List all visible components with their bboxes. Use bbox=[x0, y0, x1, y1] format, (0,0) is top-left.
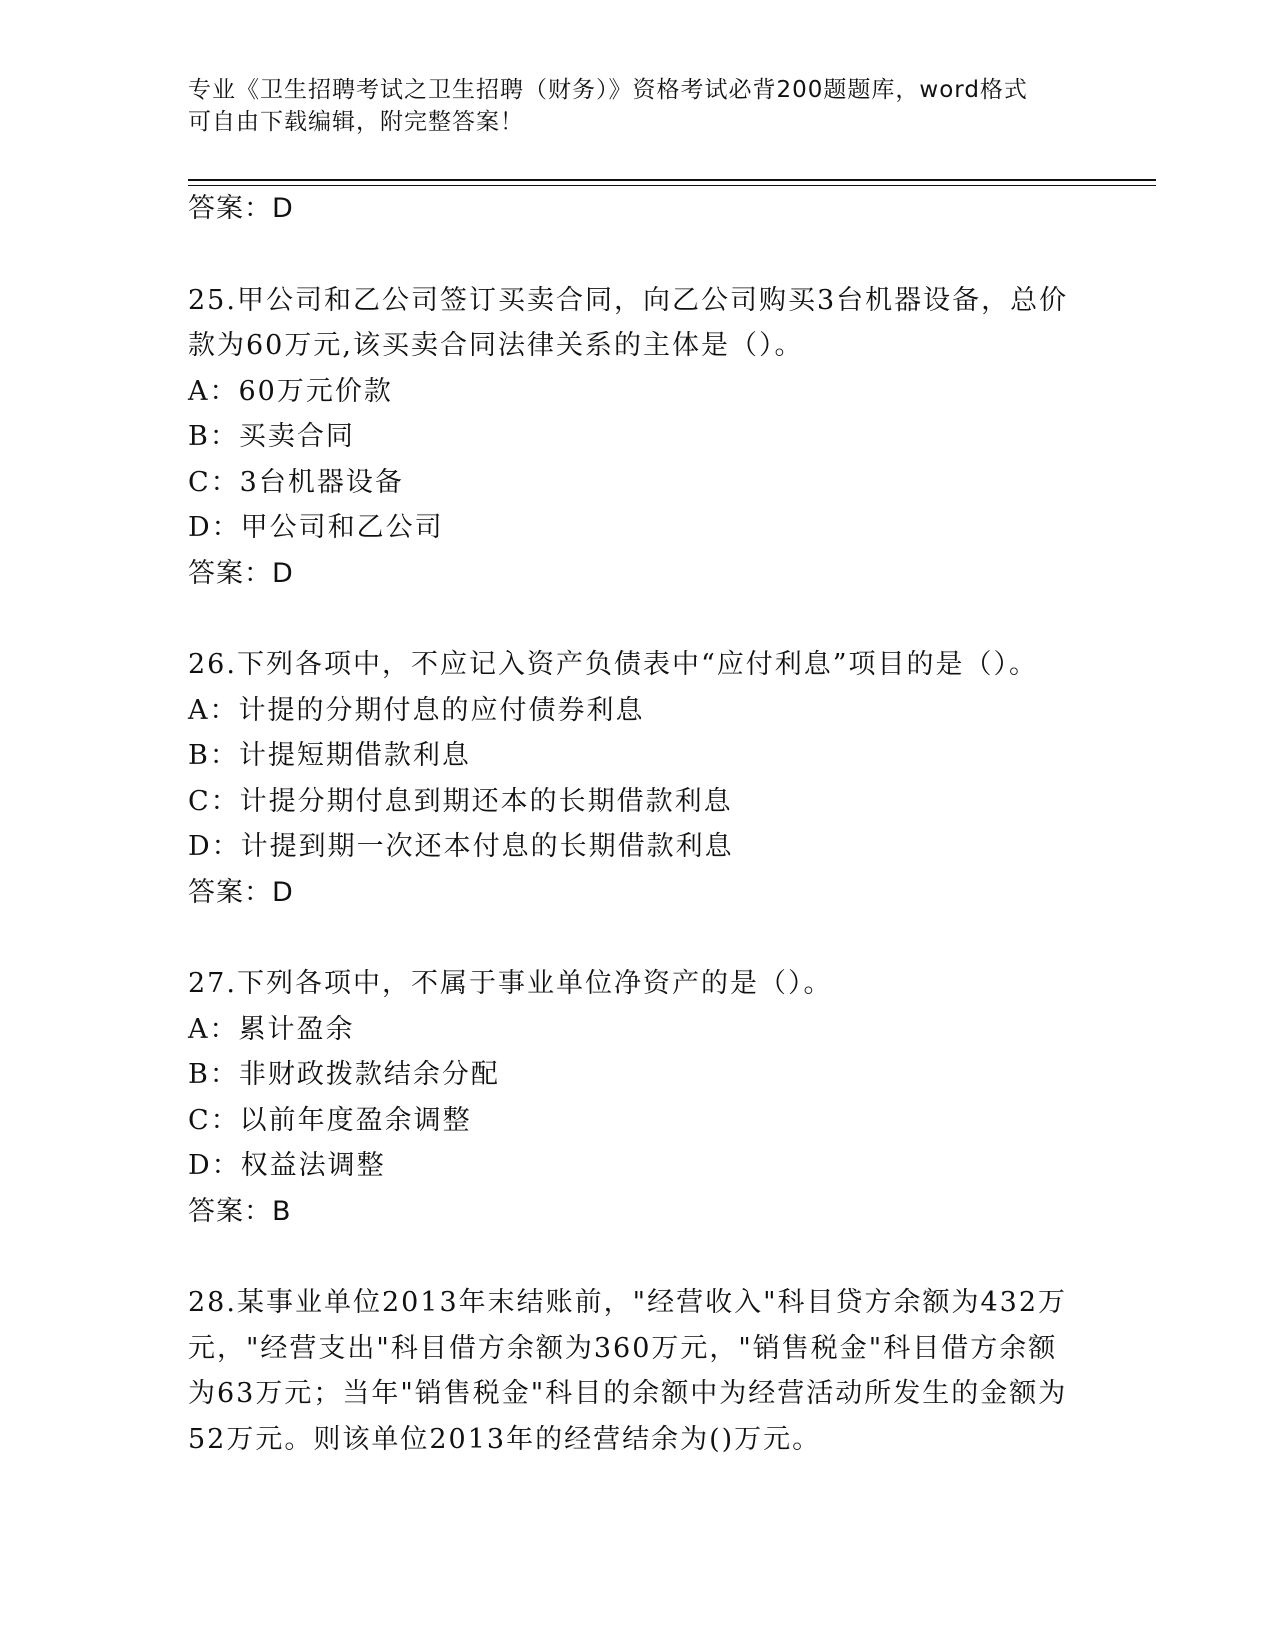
question-stem: 28.某事业单位2013年末结账前，"经营收入"科目贷方余额为432万 bbox=[188, 1287, 1068, 1318]
question-27 bbox=[188, 961, 1078, 1234]
header-line-2: 可自由下载编辑，附完整答案！ bbox=[188, 109, 524, 135]
answer: 答案：B bbox=[188, 1195, 292, 1227]
header-line-1: 专业《卫生招聘考试之卫生招聘（财务）》资格考试必背200题题库，word格式 bbox=[188, 77, 1028, 103]
option-a: A：计提的分期付息的应付债券利息 bbox=[188, 694, 645, 726]
answer: 答案：D bbox=[188, 876, 294, 908]
question-stem: 款为60万元,该买卖合同法律关系的主体是（）。 bbox=[188, 330, 804, 361]
previous-answer: 答案：D bbox=[188, 193, 294, 224]
option-d: D：权益法调整 bbox=[188, 1150, 386, 1181]
option-a: A：累计盈余 bbox=[188, 1013, 355, 1045]
question-26 bbox=[188, 642, 1078, 915]
option-c: C：3台机器设备 bbox=[188, 466, 404, 498]
question-stem: 52万元。则该单位2013年的经营结余为()万元。 bbox=[188, 1423, 822, 1455]
document-header bbox=[188, 74, 1068, 138]
option-b: B：非财政拨款结余分配 bbox=[188, 1059, 500, 1090]
option-d: D：计提到期一次还本付息的长期借款利息 bbox=[188, 831, 734, 862]
question-stem: 元，"经营支出"科目借方余额为360万元，"销售税金"科目借方余额 bbox=[188, 1332, 1058, 1364]
question-stem: 为63万元；当年"销售税金"科目的余额中为经营活动所发生的金额为 bbox=[188, 1378, 1068, 1409]
answer: 答案：D bbox=[188, 557, 294, 589]
question-stem: 25.甲公司和乙公司签订买卖合同，向乙公司购买3台机器设备，总价 bbox=[188, 284, 1069, 316]
option-b: B：计提短期借款利息 bbox=[188, 740, 471, 771]
option-c: C：以前年度盈余调整 bbox=[188, 1104, 472, 1136]
question-stem: 26.下列各项中，不应记入资产负债表中“应付利息”项目的是（）。 bbox=[188, 649, 1039, 680]
option-a: A：60万元价款 bbox=[188, 375, 393, 407]
option-b: B：买卖合同 bbox=[188, 421, 355, 452]
option-c: C：计提分期付息到期还本的长期借款利息 bbox=[188, 785, 733, 817]
question-content bbox=[188, 186, 1078, 1462]
question-25 bbox=[188, 278, 1078, 597]
question-28 bbox=[188, 1280, 1078, 1462]
header-rule-thick bbox=[188, 179, 1156, 181]
question-stem: 27.下列各项中，不属于事业单位净资产的是（）。 bbox=[188, 968, 833, 999]
option-d: D：甲公司和乙公司 bbox=[188, 512, 444, 543]
